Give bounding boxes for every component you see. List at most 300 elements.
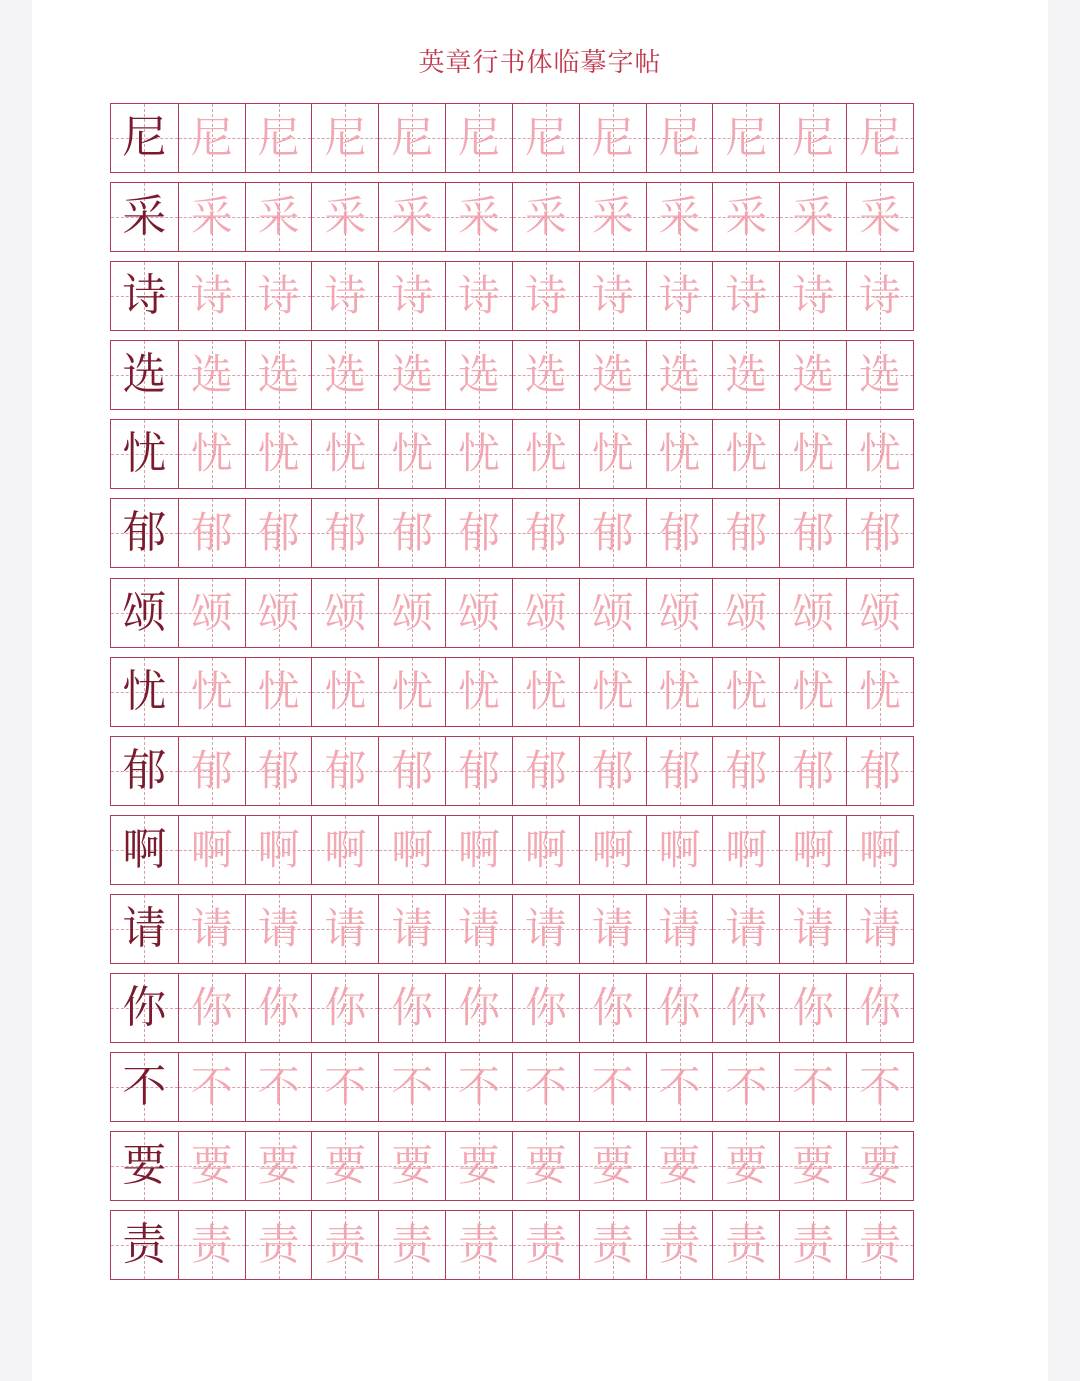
trace-character: 忧	[324, 429, 367, 479]
trace-cell	[646, 183, 713, 251]
trace-cell	[512, 1211, 579, 1279]
trace-cell	[311, 579, 378, 647]
trace-character: 不	[458, 1062, 501, 1112]
trace-cell	[512, 262, 579, 330]
trace-cell	[579, 1211, 646, 1279]
trace-cell	[779, 579, 846, 647]
model-cell	[111, 816, 178, 884]
trace-character: 忧	[324, 666, 367, 716]
trace-character: 你	[257, 983, 300, 1033]
practice-row	[110, 1210, 914, 1280]
practice-row	[110, 815, 914, 885]
trace-character: 尼	[190, 113, 233, 162]
trace-character: 忧	[658, 666, 701, 716]
trace-character: 郁	[725, 745, 768, 795]
trace-character: 你	[458, 983, 501, 1033]
trace-character: 责	[458, 1220, 501, 1270]
trace-cell	[178, 183, 245, 251]
trace-cell	[178, 895, 245, 963]
trace-cell	[512, 974, 579, 1042]
trace-character: 责	[524, 1220, 567, 1270]
trace-character: 不	[324, 1062, 367, 1112]
trace-cell	[579, 816, 646, 884]
trace-character: 你	[792, 983, 835, 1033]
trace-character: 忧	[591, 666, 634, 716]
model-character: 责	[122, 1219, 167, 1271]
trace-character: 不	[658, 1062, 701, 1112]
trace-cell	[445, 974, 512, 1042]
trace-cell	[712, 895, 779, 963]
model-cell	[111, 183, 178, 251]
trace-cell	[846, 737, 913, 805]
trace-character: 请	[257, 903, 300, 953]
trace-character: 诗	[859, 271, 902, 321]
trace-cell	[779, 499, 846, 567]
trace-character: 尼	[859, 113, 902, 162]
trace-cell	[579, 1053, 646, 1121]
trace-cell	[512, 499, 579, 567]
trace-character: 你	[324, 983, 367, 1033]
trace-character: 诗	[524, 271, 567, 321]
trace-character: 郁	[792, 508, 835, 558]
trace-character: 郁	[190, 745, 233, 795]
trace-cell	[512, 183, 579, 251]
model-character: 你	[122, 982, 167, 1034]
copybook-page	[32, 0, 1048, 1381]
trace-character: 忧	[591, 429, 634, 479]
trace-cell	[178, 737, 245, 805]
trace-cell	[245, 658, 312, 726]
trace-cell	[311, 104, 378, 172]
trace-character: 请	[591, 903, 634, 953]
trace-cell	[846, 579, 913, 647]
trace-cell	[178, 420, 245, 488]
trace-character: 诗	[458, 271, 501, 321]
trace-character: 责	[792, 1220, 835, 1270]
trace-character: 请	[725, 903, 768, 953]
trace-character: 责	[324, 1220, 367, 1270]
model-character: 诗	[122, 270, 167, 322]
trace-character: 忧	[658, 429, 701, 479]
trace-character: 要	[658, 1141, 701, 1191]
trace-cell	[178, 658, 245, 726]
trace-character: 忧	[257, 666, 300, 716]
trace-character: 采	[859, 192, 902, 242]
trace-character: 诗	[725, 271, 768, 321]
trace-cell	[712, 183, 779, 251]
trace-cell	[311, 1053, 378, 1121]
model-character: 郁	[122, 744, 167, 796]
trace-character: 请	[458, 903, 501, 953]
trace-character: 尼	[792, 113, 835, 162]
trace-character: 颂	[458, 587, 501, 637]
trace-character: 颂	[190, 587, 233, 637]
model-character: 颂	[122, 586, 167, 638]
trace-character: 你	[658, 983, 701, 1033]
trace-cell	[646, 1132, 713, 1200]
trace-character: 啊	[391, 824, 434, 874]
trace-character: 诗	[391, 271, 434, 321]
trace-character: 要	[257, 1141, 300, 1191]
trace-cell	[378, 737, 445, 805]
trace-character: 郁	[524, 508, 567, 558]
trace-character: 啊	[257, 824, 300, 874]
trace-cell	[646, 499, 713, 567]
trace-character: 啊	[658, 824, 701, 874]
trace-character: 请	[524, 903, 567, 953]
trace-character: 你	[524, 983, 567, 1033]
trace-cell	[779, 1211, 846, 1279]
trace-character: 忧	[725, 429, 768, 479]
trace-character: 选	[591, 350, 634, 400]
trace-cell	[378, 895, 445, 963]
model-cell	[111, 658, 178, 726]
trace-cell	[245, 341, 312, 409]
trace-character: 要	[859, 1141, 902, 1191]
trace-character: 请	[324, 903, 367, 953]
trace-cell	[512, 658, 579, 726]
trace-character: 你	[859, 983, 902, 1033]
trace-character: 采	[725, 192, 768, 242]
trace-cell	[846, 1053, 913, 1121]
model-cell	[111, 1132, 178, 1200]
trace-character: 忧	[524, 429, 567, 479]
trace-cell	[646, 1211, 713, 1279]
trace-character: 忧	[859, 666, 902, 716]
practice-row	[110, 498, 914, 568]
trace-cell	[311, 974, 378, 1042]
trace-character: 要	[458, 1141, 501, 1191]
trace-cell	[579, 1132, 646, 1200]
practice-row	[110, 419, 914, 489]
trace-cell	[245, 974, 312, 1042]
trace-cell	[311, 737, 378, 805]
trace-character: 请	[391, 903, 434, 953]
trace-cell	[779, 104, 846, 172]
trace-character: 忧	[458, 666, 501, 716]
trace-character: 颂	[859, 587, 902, 637]
trace-character: 采	[524, 192, 567, 242]
trace-character: 郁	[391, 508, 434, 558]
trace-character: 郁	[324, 745, 367, 795]
trace-character: 要	[725, 1141, 768, 1191]
trace-cell	[646, 579, 713, 647]
trace-character: 要	[391, 1141, 434, 1191]
trace-cell	[579, 104, 646, 172]
trace-cell	[512, 420, 579, 488]
trace-cell	[445, 341, 512, 409]
trace-cell	[712, 579, 779, 647]
trace-cell	[445, 895, 512, 963]
practice-row	[110, 736, 914, 806]
practice-row	[110, 578, 914, 648]
trace-character: 责	[591, 1220, 634, 1270]
model-cell	[111, 104, 178, 172]
trace-cell	[779, 895, 846, 963]
trace-character: 颂	[792, 587, 835, 637]
trace-cell	[779, 183, 846, 251]
trace-cell	[245, 262, 312, 330]
model-character: 忧	[122, 665, 167, 717]
trace-cell	[779, 262, 846, 330]
trace-cell	[445, 579, 512, 647]
trace-cell	[646, 816, 713, 884]
trace-cell	[579, 183, 646, 251]
trace-character: 不	[391, 1062, 434, 1112]
trace-cell	[245, 816, 312, 884]
trace-character: 请	[190, 903, 233, 953]
trace-cell	[646, 974, 713, 1042]
trace-character: 选	[859, 350, 902, 400]
practice-grid	[110, 103, 914, 1289]
trace-character: 你	[725, 983, 768, 1033]
trace-character: 选	[792, 350, 835, 400]
model-cell	[111, 579, 178, 647]
trace-cell	[378, 1053, 445, 1121]
trace-character: 你	[591, 983, 634, 1033]
trace-character: 诗	[257, 271, 300, 321]
trace-character: 不	[859, 1062, 902, 1112]
trace-cell	[245, 420, 312, 488]
trace-character: 采	[591, 192, 634, 242]
trace-cell	[846, 1211, 913, 1279]
trace-character: 尼	[524, 113, 567, 162]
trace-cell	[646, 262, 713, 330]
trace-cell	[579, 895, 646, 963]
trace-character: 要	[524, 1141, 567, 1191]
trace-cell	[512, 104, 579, 172]
trace-cell	[378, 1132, 445, 1200]
trace-character: 颂	[591, 587, 634, 637]
trace-character: 采	[190, 192, 233, 242]
trace-cell	[712, 1053, 779, 1121]
trace-character: 采	[458, 192, 501, 242]
trace-character: 要	[792, 1141, 835, 1191]
trace-character: 啊	[524, 824, 567, 874]
trace-character: 忧	[190, 666, 233, 716]
trace-character: 忧	[190, 429, 233, 479]
model-cell	[111, 420, 178, 488]
trace-cell	[245, 1211, 312, 1279]
trace-cell	[712, 499, 779, 567]
trace-character: 郁	[859, 508, 902, 558]
trace-cell	[579, 499, 646, 567]
trace-cell	[378, 104, 445, 172]
model-character: 要	[122, 1140, 167, 1192]
trace-cell	[712, 816, 779, 884]
trace-cell	[512, 1053, 579, 1121]
trace-character: 颂	[391, 587, 434, 637]
trace-cell	[846, 262, 913, 330]
trace-cell	[245, 183, 312, 251]
trace-cell	[311, 658, 378, 726]
trace-cell	[311, 1132, 378, 1200]
trace-character: 郁	[725, 508, 768, 558]
model-cell	[111, 262, 178, 330]
trace-character: 郁	[458, 508, 501, 558]
trace-cell	[579, 974, 646, 1042]
trace-cell	[779, 420, 846, 488]
trace-cell	[579, 737, 646, 805]
trace-character: 郁	[792, 745, 835, 795]
trace-character: 尼	[658, 113, 701, 162]
trace-character: 忧	[524, 666, 567, 716]
trace-character: 尼	[725, 113, 768, 162]
trace-cell	[178, 1132, 245, 1200]
practice-row	[110, 1052, 914, 1122]
trace-cell	[712, 1211, 779, 1279]
trace-character: 尼	[324, 113, 367, 162]
trace-cell	[512, 816, 579, 884]
trace-character: 啊	[458, 824, 501, 874]
trace-cell	[579, 579, 646, 647]
trace-cell	[846, 816, 913, 884]
model-cell	[111, 1211, 178, 1279]
trace-character: 诗	[658, 271, 701, 321]
page-title: 英章行书体临摹字帖	[418, 48, 662, 78]
trace-cell	[846, 183, 913, 251]
trace-cell	[512, 1132, 579, 1200]
trace-cell	[178, 1053, 245, 1121]
trace-cell	[846, 499, 913, 567]
trace-cell	[178, 104, 245, 172]
trace-character: 责	[391, 1220, 434, 1270]
practice-row	[110, 182, 914, 252]
trace-cell	[579, 420, 646, 488]
trace-cell	[378, 579, 445, 647]
trace-character: 啊	[859, 824, 902, 874]
trace-cell	[178, 579, 245, 647]
trace-cell	[779, 1132, 846, 1200]
trace-character: 颂	[324, 587, 367, 637]
practice-row	[110, 894, 914, 964]
trace-character: 郁	[257, 745, 300, 795]
trace-cell	[512, 895, 579, 963]
trace-character: 不	[725, 1062, 768, 1112]
trace-cell	[311, 895, 378, 963]
trace-cell	[311, 183, 378, 251]
trace-cell	[846, 974, 913, 1042]
trace-character: 忧	[391, 666, 434, 716]
trace-character: 郁	[591, 745, 634, 795]
trace-cell	[512, 579, 579, 647]
trace-character: 颂	[658, 587, 701, 637]
trace-cell	[245, 499, 312, 567]
trace-character: 颂	[725, 587, 768, 637]
trace-character: 不	[524, 1062, 567, 1112]
practice-row	[110, 261, 914, 331]
trace-character: 郁	[391, 745, 434, 795]
model-character: 忧	[122, 428, 167, 480]
trace-character: 郁	[190, 508, 233, 558]
model-character: 请	[122, 902, 167, 954]
trace-character: 采	[324, 192, 367, 242]
trace-character: 郁	[257, 508, 300, 558]
trace-character: 不	[257, 1062, 300, 1112]
trace-character: 啊	[190, 824, 233, 874]
trace-character: 选	[725, 350, 768, 400]
trace-cell	[646, 1053, 713, 1121]
model-character: 啊	[122, 823, 167, 875]
trace-cell	[378, 420, 445, 488]
trace-cell	[178, 974, 245, 1042]
trace-character: 忧	[257, 429, 300, 479]
trace-cell	[779, 737, 846, 805]
trace-cell	[245, 895, 312, 963]
model-cell	[111, 974, 178, 1042]
trace-character: 忧	[458, 429, 501, 479]
trace-cell	[646, 737, 713, 805]
trace-cell	[245, 579, 312, 647]
trace-character: 不	[792, 1062, 835, 1112]
trace-character: 选	[324, 350, 367, 400]
trace-cell	[245, 1132, 312, 1200]
practice-row	[110, 103, 914, 173]
model-character: 选	[122, 349, 167, 401]
trace-character: 诗	[324, 271, 367, 321]
trace-cell	[178, 1211, 245, 1279]
trace-character: 郁	[458, 745, 501, 795]
trace-cell	[712, 262, 779, 330]
trace-character: 你	[391, 983, 434, 1033]
trace-character: 要	[591, 1141, 634, 1191]
trace-cell	[178, 816, 245, 884]
trace-cell	[445, 1053, 512, 1121]
trace-character: 郁	[324, 508, 367, 558]
trace-cell	[311, 499, 378, 567]
trace-cell	[445, 420, 512, 488]
model-character: 不	[122, 1061, 167, 1113]
trace-character: 啊	[725, 824, 768, 874]
trace-cell	[712, 1132, 779, 1200]
trace-cell	[646, 895, 713, 963]
trace-cell	[779, 658, 846, 726]
trace-cell	[712, 341, 779, 409]
trace-cell	[846, 420, 913, 488]
model-character: 郁	[122, 507, 167, 559]
trace-cell	[579, 658, 646, 726]
trace-cell	[846, 658, 913, 726]
trace-cell	[445, 658, 512, 726]
trace-character: 责	[859, 1220, 902, 1270]
trace-character: 责	[257, 1220, 300, 1270]
trace-character: 选	[524, 350, 567, 400]
trace-cell	[712, 974, 779, 1042]
trace-character: 采	[792, 192, 835, 242]
trace-character: 要	[324, 1141, 367, 1191]
trace-cell	[646, 658, 713, 726]
trace-cell	[579, 262, 646, 330]
trace-cell	[445, 262, 512, 330]
trace-character: 啊	[591, 824, 634, 874]
trace-character: 忧	[725, 666, 768, 716]
trace-cell	[378, 1211, 445, 1279]
trace-character: 选	[391, 350, 434, 400]
trace-character: 选	[458, 350, 501, 400]
trace-cell	[712, 104, 779, 172]
trace-cell	[445, 104, 512, 172]
trace-cell	[712, 420, 779, 488]
trace-character: 尼	[591, 113, 634, 162]
trace-cell	[378, 341, 445, 409]
trace-character: 尼	[458, 113, 501, 162]
trace-character: 采	[257, 192, 300, 242]
trace-character: 诗	[190, 271, 233, 321]
trace-cell	[378, 262, 445, 330]
trace-cell	[712, 737, 779, 805]
trace-cell	[579, 341, 646, 409]
trace-cell	[245, 104, 312, 172]
